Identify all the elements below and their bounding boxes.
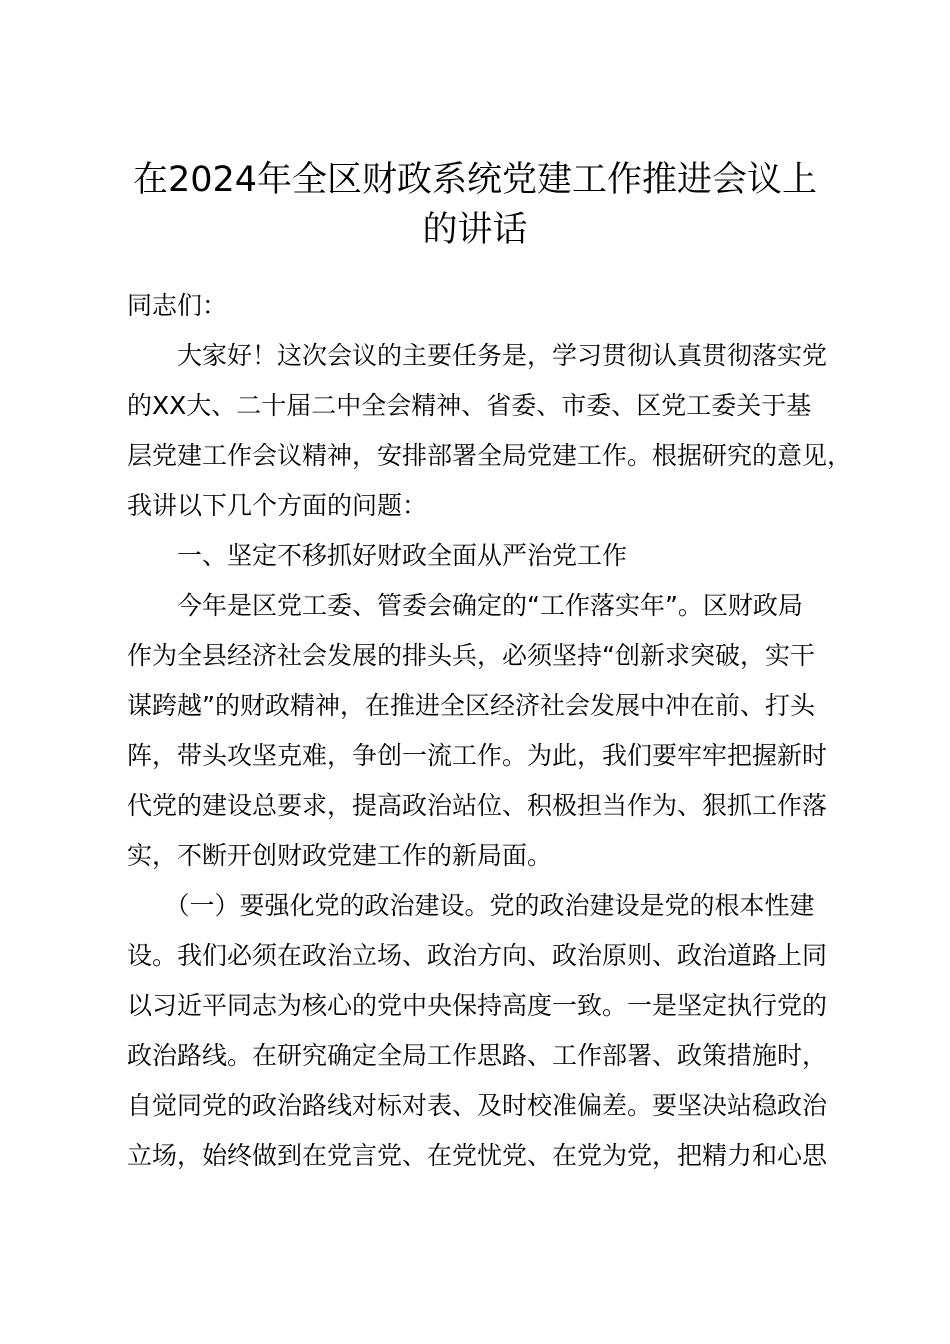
document-title-line-1: 在2024年全区财政系统党建工作推进会议上 [132,160,818,200]
body-line: 谋跨越”的财政精神，在推进全区经济社会发展中冲在前、打头 [127,691,815,720]
body-line: 的XX大、二十届二中全会精神、省委、市委、区党工委关于基 [127,391,812,420]
body-line: 实，不断开创财政党建工作的新局面。 [127,841,553,870]
body-line: 代党的建设总要求，提高政治站位、积极担当作为、狠抓工作落 [127,791,828,820]
salutation: 同志们： [127,291,228,320]
section-heading: 一、坚定不移抓好财政全面从严治党工作 [127,541,628,570]
document-title-line-2: 的讲话 [422,210,528,250]
body-line: 自觉同党的政治路线对标对表、及时校准偏差。要坚决站稳政治 [127,1091,828,1120]
body-line: 政治路线。在研究确定全局工作思路、工作部署、政策措施时， [127,1041,828,1070]
body-line: 层党建工作会议精神，安排部署全局党建工作。根据研究的意见， [127,441,853,470]
body-line: 我讲以下几个方面的问题： [127,491,428,520]
body-line: 阵，带头攻坚克难，争创一流工作。为此，我们要牢牢把握新时 [127,741,828,770]
body-line: 设。我们必须在政治立场、政治方向、政治原则、政治道路上同 [127,941,828,970]
body-line: 立场，始终做到在党言党、在党忧党、在党为党，把精力和心思 [127,1141,828,1170]
body-line: 大家好！这次会议的主要任务是，学习贯彻认真贯彻落实党 [127,341,828,370]
body-line: 今年是区党工委、管委会确定的“工作落实年”。区财政局 [127,591,803,620]
subsection-heading-line: （一）要强化党的政治建设。党的政治建设是党的根本性建 [127,891,815,920]
body-line: 以习近平同志为核心的党中央保持高度一致。一是坚定执行党的 [127,991,828,1020]
body-line: 作为全县经济社会发展的排头兵，必须坚持“创新求突破，实干 [127,641,815,670]
